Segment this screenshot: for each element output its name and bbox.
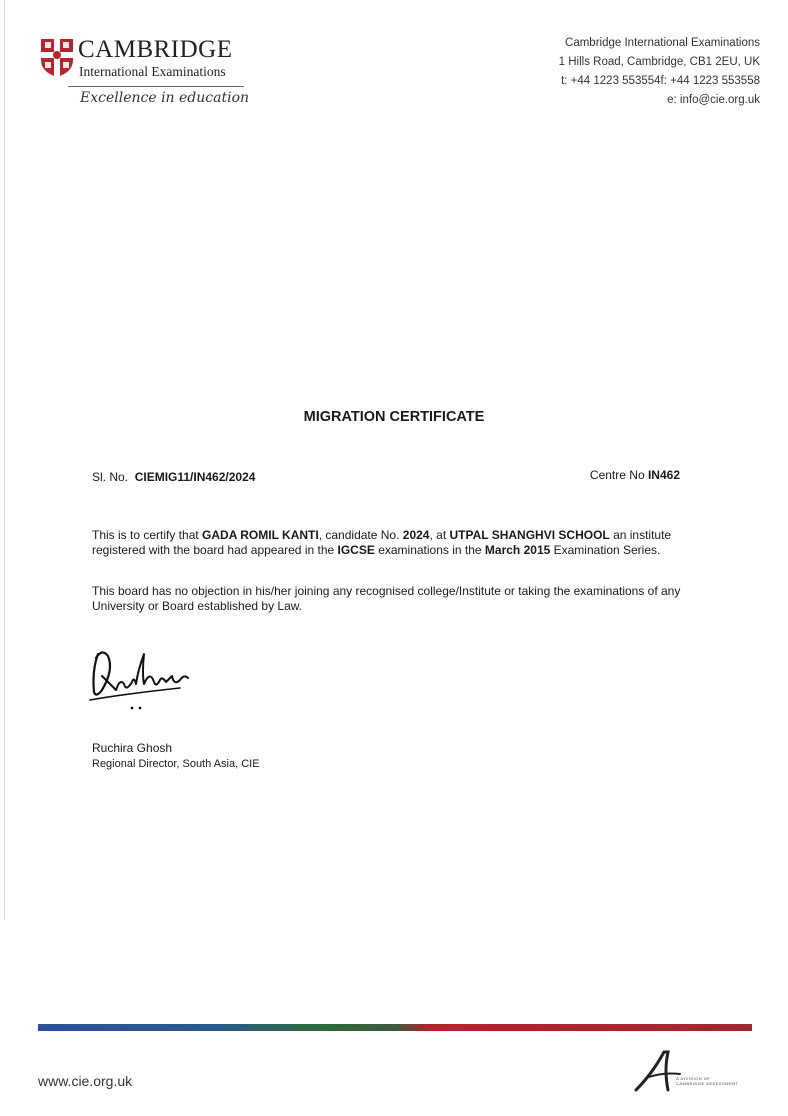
address-street: 1 Hills Road, Cambridge, CB1 2EU, UK bbox=[558, 56, 760, 68]
website-url: www.cie.org.uk bbox=[38, 1073, 133, 1089]
division-line-1: A DIVISION OF bbox=[676, 1076, 711, 1081]
brand-subtitle: International Examinations bbox=[79, 64, 226, 79]
p1-text: Examination Series. bbox=[550, 543, 661, 557]
p1-text: , at bbox=[429, 528, 450, 542]
phone-number: t: +44 1223 553554 bbox=[561, 75, 661, 87]
certificate-title: MIGRATION CERTIFICATE bbox=[303, 409, 485, 425]
brand-name: CAMBRIDGE bbox=[78, 36, 233, 63]
address-organisation: Cambridge International Examinations bbox=[565, 37, 760, 49]
centre-label: Centre No bbox=[589, 468, 645, 482]
certification-paragraph bbox=[92, 528, 692, 558]
address-block bbox=[559, 34, 760, 110]
exam-name: IGCSE bbox=[337, 543, 375, 557]
candidate-name: GADA ROMIL KANTI bbox=[202, 528, 319, 542]
no-objection-paragraph: This board has no objection in his/her joining any recognised college/Institute or taking the examinations of any University or Board established by Law. bbox=[92, 584, 681, 613]
contact-phone-fax bbox=[559, 72, 760, 91]
footer-color-bar bbox=[38, 1024, 752, 1031]
candidate-number: 2024 bbox=[402, 528, 430, 542]
serial-value: CIEMIG11/IN462/2024 bbox=[134, 470, 256, 484]
brand-divider bbox=[68, 86, 244, 87]
handwritten-signature bbox=[84, 640, 204, 720]
page-edge-rule bbox=[4, 0, 5, 920]
centre-value: IN462 bbox=[647, 468, 680, 482]
exam-series: March 2015 bbox=[484, 543, 551, 557]
cambridge-shield-icon bbox=[40, 38, 74, 78]
p1-text: an institute registered with the board had appeared in the bbox=[92, 528, 672, 557]
p1-text: examinations in the bbox=[374, 543, 485, 557]
school-name: UTPAL SHANGHVI SCHOOL bbox=[449, 528, 610, 542]
serial-number bbox=[92, 470, 255, 484]
signatory-block bbox=[92, 740, 260, 772]
brand-tagline: Excellence in education bbox=[80, 90, 250, 106]
signatory-name: Ruchira Ghosh bbox=[92, 741, 173, 755]
p1-text: This is to certify that bbox=[92, 528, 203, 542]
signatory-role: Regional Director, South Asia, CIE bbox=[92, 758, 260, 770]
fax-number: f: +44 1223 553558 bbox=[660, 75, 760, 87]
centre-number bbox=[590, 468, 680, 482]
email-address: e: info@cie.org.uk bbox=[667, 94, 760, 106]
serial-label: Sl. No. bbox=[92, 470, 129, 484]
p1-text: , candidate No. bbox=[318, 528, 403, 542]
division-text bbox=[676, 1076, 738, 1086]
division-line-2: CAMBRIDGE ASSESSMENT bbox=[676, 1081, 739, 1086]
